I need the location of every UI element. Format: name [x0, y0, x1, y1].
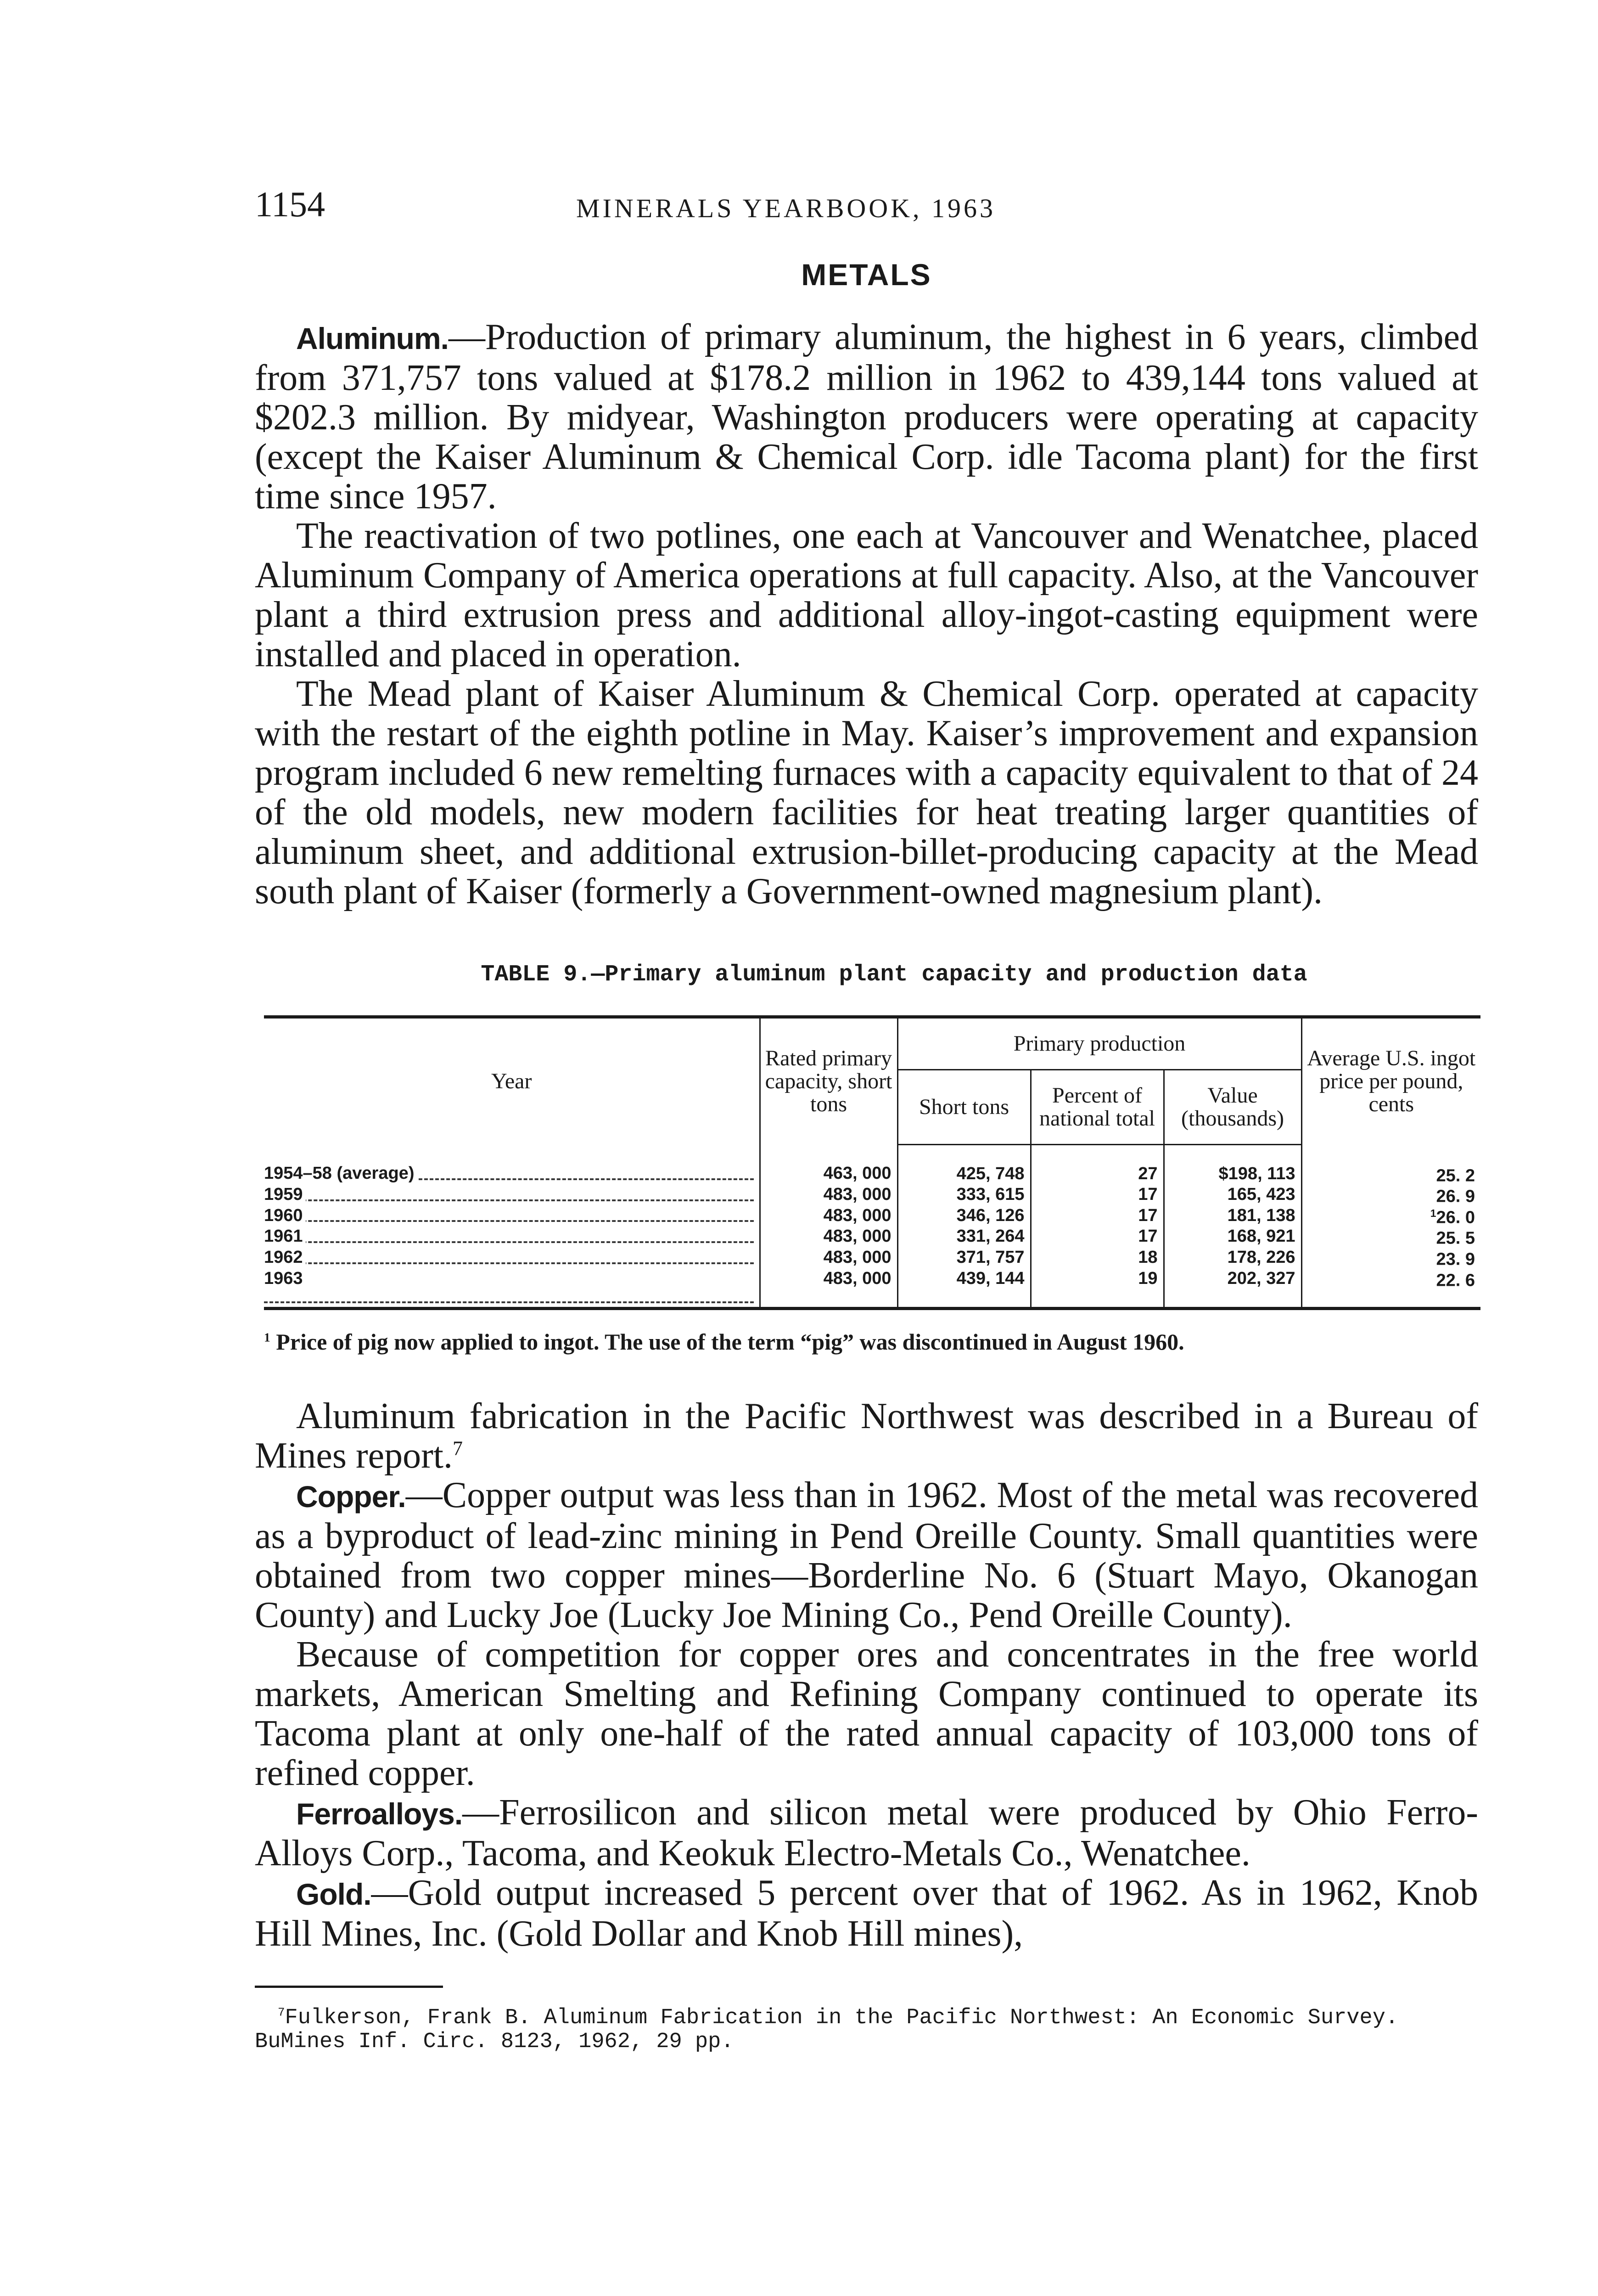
ferroalloys-lead: Ferroalloys.	[296, 1797, 463, 1831]
row-rated: 483, 000	[760, 1205, 897, 1226]
table-row	[264, 1226, 1480, 1247]
aluminum-paragraph	[255, 317, 1478, 516]
row-rated: 483, 000	[760, 1184, 897, 1205]
row-year: 1959	[264, 1184, 760, 1205]
row-short-tons: 439, 144	[897, 1268, 1031, 1307]
footnote-reference[interactable]: 7	[453, 1437, 463, 1460]
table-row	[264, 1145, 1480, 1184]
row-value: 165, 423	[1164, 1184, 1301, 1205]
row-value: 202, 327	[1164, 1268, 1301, 1307]
copper-text: —Copper output was less than in 1962. Most of the metal was recovered as a byproduct of lead-zinc mining in Pend Oreille County. Small quantities were obtained from two copper mines—Borderline No. 6 (Stuart Mayo, Okanogan County) and Lucky Joe (Lucky Joe Mining Co., Pend Oreille County).	[255, 1475, 1478, 1636]
col-price-header: Average U.S. ingot price per pound, cents	[1301, 1019, 1480, 1145]
page-header	[255, 184, 1478, 239]
col-year-header: Year	[491, 1069, 532, 1094]
table-footnote-mark: 1	[264, 1330, 270, 1345]
page-footnote-mark: 7	[278, 2005, 285, 2020]
table-row	[264, 1268, 1480, 1307]
table-title: TABLE 9.—Primary aluminum plant capacity and production data	[481, 962, 1307, 988]
row-price: 25. 2	[1301, 1145, 1480, 1184]
row-short-tons: 371, 757	[897, 1247, 1031, 1268]
ferroalloys-text: —Ferrosilicon and silicon metal were produced by Ohio Ferro-Alloys Corp., Tacoma, and Keokuk Electro-Metals Co., Wenatchee.	[255, 1792, 1478, 1874]
col-short-tons-header: Short tons	[897, 1070, 1031, 1145]
row-year: 1963	[264, 1268, 760, 1307]
page	[255, 184, 1478, 2054]
row-percent: 17	[1031, 1226, 1164, 1247]
row-value: 178, 226	[1164, 1247, 1301, 1268]
row-price: 25. 5	[1301, 1226, 1480, 1247]
row-year: 1962	[264, 1247, 760, 1268]
gold-lead: Gold.	[296, 1877, 371, 1912]
row-value: 168, 921	[1164, 1226, 1301, 1247]
ferroalloys-paragraph	[255, 1793, 1478, 1873]
copper-lead: Copper.	[296, 1480, 406, 1514]
row-price: $^1$26. 0	[1301, 1205, 1480, 1226]
row-short-tons: 425, 748	[897, 1145, 1031, 1184]
row-year: 1960	[264, 1205, 760, 1226]
row-percent: 19	[1031, 1268, 1164, 1307]
table-footnote-text: Price of pig now applied to ingot. The use of the term “pig” was discontinued in August 1960.	[276, 1329, 1184, 1355]
row-rated: 463, 000	[760, 1145, 897, 1184]
table-footnote	[264, 1328, 1478, 1355]
table-row	[264, 1205, 1480, 1226]
row-price: 22. 6	[1301, 1268, 1480, 1307]
table-row	[264, 1247, 1480, 1268]
row-short-tons: 331, 264	[897, 1226, 1031, 1247]
col-percent-header: Percent of national total	[1031, 1070, 1164, 1145]
data-table	[264, 1019, 1480, 1307]
gold-text: —Gold output increased 5 percent over that of 1962. As in 1962, Knob Hill Mines, Inc. (Gold Dollar and Knob Hill mines),	[255, 1873, 1478, 1954]
row-value: 181, 138	[1164, 1205, 1301, 1226]
row-price: 23. 9	[1301, 1247, 1480, 1268]
footnote-divider	[255, 1986, 443, 1988]
aluminum-text: —Production of primary aluminum, the highest in 6 years, climbed from 371,757 tons valued at $178.2 million in 1962 to 439,144 tons valued at $202.3 million. By midyear, Washington producers were operating at capacity (except the Kaiser Aluminum & Chemical Corp. idle Tacoma plant) for the first time since 1957.	[255, 317, 1478, 517]
row-percent: 18	[1031, 1247, 1164, 1268]
col-primary-production-header: Primary production	[897, 1019, 1301, 1070]
row-value: $198, 113	[1164, 1145, 1301, 1184]
aluminum-lead: Aluminum.	[296, 321, 449, 355]
col-value-header: Value (thousands)	[1164, 1070, 1301, 1145]
data-table-frame	[264, 1015, 1480, 1310]
row-percent: 17	[1031, 1205, 1164, 1226]
page-footnote	[255, 2006, 1478, 2054]
row-short-tons: 346, 126	[897, 1205, 1031, 1226]
row-rated: 483, 000	[760, 1268, 897, 1307]
fabrication-paragraph: Aluminum fabrication in the Pacific Northwest was described in a Bureau of Mines report.$^7$	[255, 1396, 1478, 1476]
row-percent: 17	[1031, 1184, 1164, 1205]
copper-paragraph	[255, 1475, 1478, 1635]
section-title: METALS	[801, 258, 932, 292]
running-head: MINERALS YEARBOOK, 1963	[576, 193, 996, 223]
table-row	[264, 1184, 1480, 1205]
row-short-tons: 333, 615	[897, 1184, 1031, 1205]
gold-paragraph	[255, 1873, 1478, 1953]
row-price: 26. 9	[1301, 1184, 1480, 1205]
reactivation-paragraph: The reactivation of two potlines, one each at Vancouver and Wenatchee, placed Aluminum Company of America operations at full capacity. Also, at the Vancouver plant a third extrusion press and additional alloy-ingot-casting equipment were installed and placed in operation.	[255, 516, 1478, 675]
competition-paragraph: Because of competition for copper ores and concentrates in the free world markets, American Smelting and Refining Company continued to operate its Tacoma plant at only one-half of the rated annual capacity of 103,000 tons of refined copper.	[255, 1634, 1478, 1794]
row-year: 1954–58 (average)	[264, 1145, 760, 1184]
page-number: 1154	[255, 184, 325, 224]
col-rated-header: Rated primary capacity, short tons	[760, 1019, 897, 1145]
page-footnote-text: Fulkerson, Frank B. Aluminum Fabrication in the Pacific Northwest: An Economic Survey. BuMines Inf. Circ. 8123, 1962, 29 pp.	[255, 2006, 1399, 2054]
row-rated: 483, 000	[760, 1247, 897, 1268]
row-rated: 483, 000	[760, 1226, 897, 1247]
row-year: 1961	[264, 1226, 760, 1247]
mead-paragraph: The Mead plant of Kaiser Aluminum & Chemical Corp. operated at capacity with the restart of the eighth potline in May. Kaiser’s improvement and expansion program included 6 new remelting furnaces with a capacity equivalent to that of 24 of the old models, new modern facilities for heat treating larger quantities of aluminum sheet, and additional extrusion-billet-producing capacity at the Mead south plant of Kaiser (formerly a Government-owned magnesium plant).	[255, 674, 1478, 912]
row-percent: 27	[1031, 1145, 1164, 1184]
